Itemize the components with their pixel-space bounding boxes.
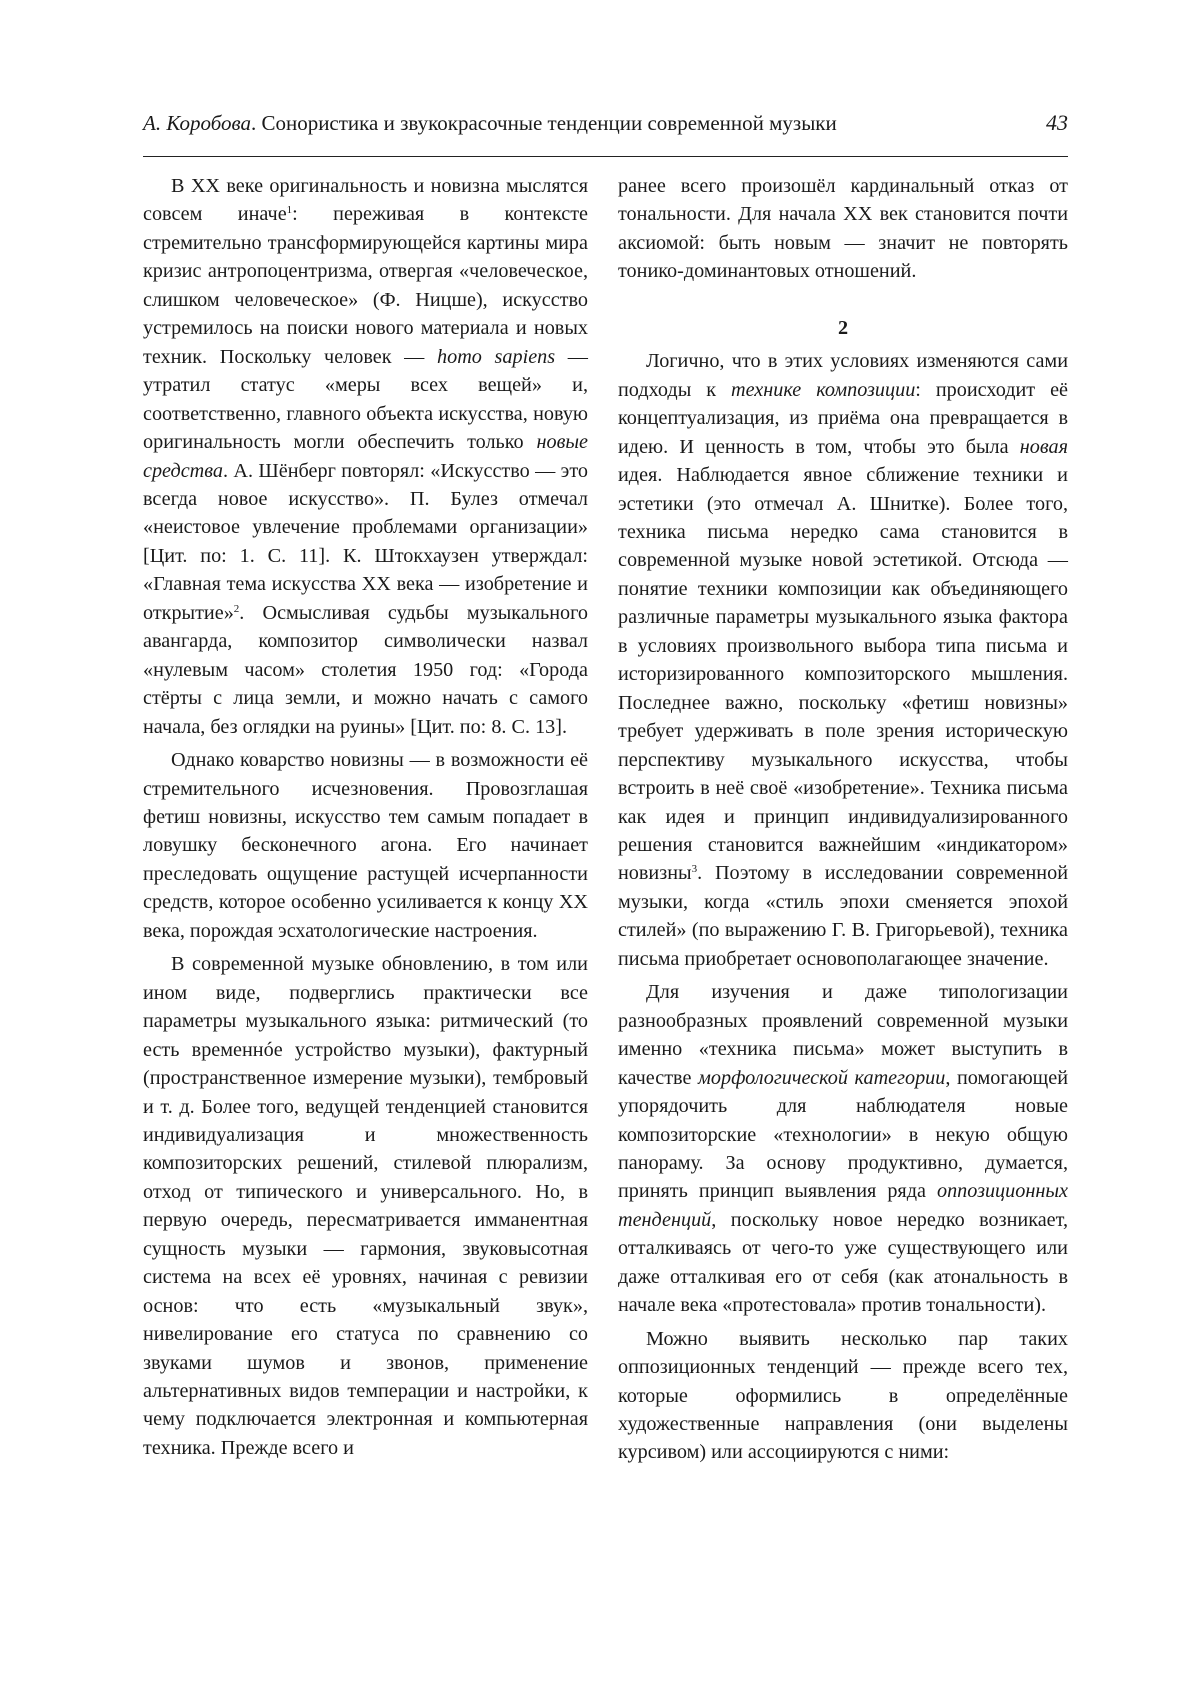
text-run: , поскольку новое нередко возникает, отталкиваясь от чего-то уже существующего или даже отталкивая его от себя (как атональность в начале века «протестовала» против тональности). — [618, 1208, 1068, 1317]
text-run: . Поэтому в исследовании современной музыки, когда «стиль эпохи сменяется эпохой стилей» (по выражению Г. В. Григорьевой), техника письма приобретает основополагающее значение. — [618, 862, 1068, 970]
text-run: В XX веке оригинальность и новизна мыслятся совсем иначе — [143, 175, 588, 226]
paragraph: Можно выявить несколько пар таких оппозиционных тенденций — прежде всего тех, которые оформились в определённые художественные направления (они выделены курсивом) или ассоциируются с ними: — [618, 1327, 1068, 1464]
text-run: . А. Шёнберг повторял: «Искусство — это всегда новое искусство». П. Булез отмечал «неистовое увлечение проблемами организации» [Цит. по: 1. С. 11]. К. Штокхаузен утверждал: «Главная тема искусства XX века — изобретение и открытие» — [143, 459, 588, 624]
footnote-ref: 1 — [286, 204, 293, 217]
text-run: : переживая в контексте стремительно трансформирующейся картины мира кризис антропоцентризма, отвергая «человеческое, слишком человеческое» (Ф. Ницше), искусство устремилось на поиски нового материала и новых техник. Поскольку человек — — [143, 203, 588, 368]
text-run: идея. Наблюдается явное сближение техники и эстетики (это отмечал А. Шнитке). Более того, техника письма нередко сама становится в современной музыке новой эстетикой. Отсюда — понятие техники композиции как объединяющего различные параметры музыкального языка фактора в условиях произвольного выбора типа письма и историзированного композиторского мышления. Последнее важно, поскольку «фетиш новизны» требует удерживать в поле зрения историческую перспективу музыкального искусства, чтобы встроить в неё своё «изобретение». Техника письма как идея и принцип индивидуализированного решения становится важнейшим «индикатором» новизны — [618, 464, 1068, 885]
header-author: А. Коробова — [143, 111, 251, 135]
text-run: — утратил статус «меры всех вещей» и, соответственно, главного объекта искусства, новую оригинальность могли обеспечить только — [143, 345, 588, 454]
text-run: : происходит её концептуализация, из приёма она превращается в идею. И ценность в том, чтобы это была — [618, 378, 1068, 458]
italic-term: homo sapiens — [437, 345, 556, 368]
paragraph — [618, 347, 1068, 973]
italic-term: новая — [1019, 435, 1068, 458]
header-title — [143, 110, 837, 136]
paragraph: Однако коварство новизны — в возможности её стремительного исчезновения. Провозглашая фетиш новизны, искусство тем самым попадает в ловушку бесконечного агона. Его начинает преследовать ощущение растущей исчерпанности средств, которое особенно усиливается к концу XX века, порождая эсхатологические настроения. — [143, 749, 588, 942]
text-run: . Осмысливая судьбы музыкального авангарда, композитор символически назвал «нулевым часом» столетия 1950 год: «Города стёрты с лица земли, и можно начать с самого начала, без оглядки на руины» [Цит. по: 8. С. 13]. — [143, 601, 588, 738]
paragraph — [143, 172, 588, 741]
paragraph-continuation: ранее всего произошёл кардинальный отказ от тональности. Для начала XX век становится почти аксиомой: быть новым — значит не повторять тонико-доминантовых отношений. — [618, 175, 1068, 283]
text-run: Для изучения и даже типологизации разнообразных проявлений современной музыки именно «техника письма» может выступить в качестве — [618, 981, 1068, 1089]
italic-term: морфологической категории — [698, 1066, 946, 1089]
italic-term: технике композиции — [731, 378, 916, 401]
left-column — [143, 172, 588, 1462]
running-header — [143, 110, 1068, 157]
footnote-ref: 3 — [691, 863, 698, 876]
footnote-ref: 2 — [233, 602, 240, 615]
header-article-title: . Сонористика и звукокрасочные тенденции современной музыки — [250, 111, 837, 135]
page-number: 43 — [1046, 110, 1068, 135]
paragraph — [618, 978, 1068, 1319]
italic-term: новые средства — [143, 431, 588, 482]
paragraph: В современной музыке обновлению, в том или ином виде, подверглись практически все параметры музыкального языка: ритмический (то есть временнóе устройство музыки), фактурный (пространственное измерение музыки), тембровый и т. д. Более того, ведущей тенденцией становится индивидуализация и множественность композиторских решений, стилевой плюрализм, отход от типического и универсального. Но, в первую очередь, пересматривается имманентная сущность музыки — гармония, звуковысотная система на всех её уровнях, начиная с ревизии основ: что есть «музыкальный звук», нивелирование его статуса по сравнению со звуками шумов и звонов, применение альтернативных видов темперации и настройки, к чему подключается электронная и компьютерная техника. Прежде всего и — [143, 953, 588, 1459]
text-run: Логично, что в этих условиях изменяются сами подходы к — [618, 350, 1068, 401]
text-run: , помогающей упорядочить для наблюдателя новые композиторские «технологии» в некую общую панораму. За основу продуктивно, думается, принять принцип выявления ряда — [618, 1066, 1068, 1203]
section-number: 2 — [837, 316, 849, 339]
italic-term: оппозиционных тенденций — [618, 1180, 1068, 1231]
right-column — [618, 172, 1068, 1467]
